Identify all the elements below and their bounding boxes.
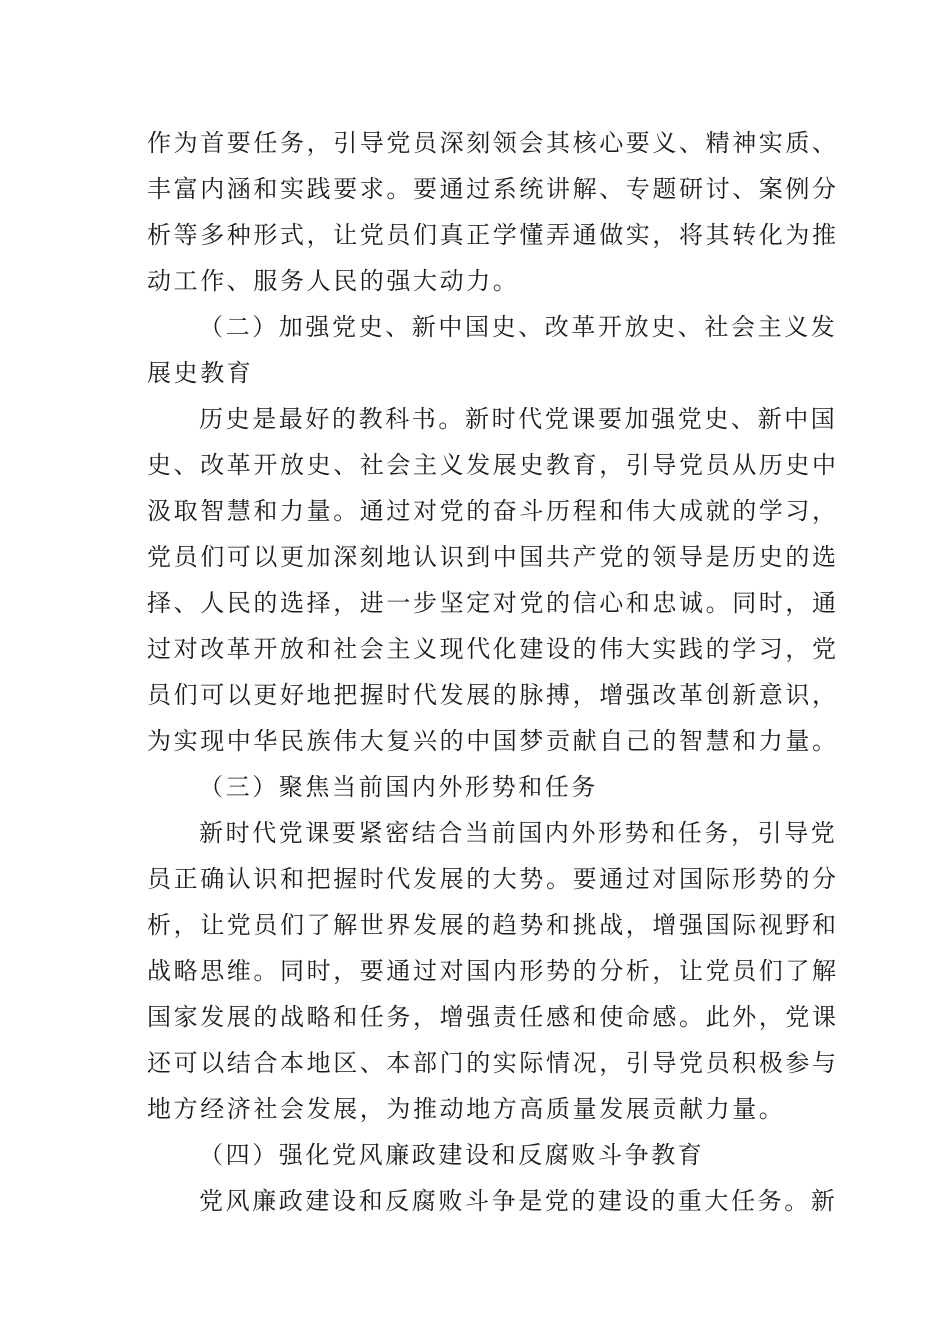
text-line: 党风廉政建设和反腐败斗争是党的建设的重大任务。新 <box>199 1187 838 1215</box>
document-body <box>147 120 839 1224</box>
section-heading <box>147 764 807 810</box>
text-line: 还可以结合本地区、本部门的实际情况，引导党员积极参与 <box>147 1049 839 1077</box>
body-paragraph <box>147 810 839 1132</box>
text-line: 析，让党员们了解世界发展的趋势和挑战，增强国际视野和 <box>147 911 839 939</box>
body-paragraph <box>147 396 839 764</box>
section-heading <box>147 304 838 396</box>
text-line: 员正确认识和把握时代发展的大势。要通过对国际形势的分 <box>147 865 839 893</box>
text-line: 战略思维。同时，要通过对国内形势的分析，让党员们了解 <box>147 957 839 985</box>
text-line: 析等多种形式，让党员们真正学懂弄通做实，将其转化为推 <box>147 221 839 249</box>
heading-line: （四）强化党风廉政建设和反腐败斗争教育 <box>199 1141 705 1169</box>
heading-line: 展史教育 <box>147 359 254 387</box>
text-line: 国家发展的战略和任务，增强责任感和使命感。此外，党课 <box>147 1003 839 1031</box>
text-line: 作为首要任务，引导党员深刻领会其核心要义、精神实质、 <box>147 129 839 157</box>
text-line: 择、人民的选择，进一步坚定对党的信心和忠诚。同时，通 <box>147 589 839 617</box>
heading-line: （二）加强党史、新中国史、改革开放史、社会主义发 <box>199 313 838 341</box>
text-line: 党员们可以更加深刻地认识到中国共产党的领导是历史的选 <box>147 543 839 571</box>
body-paragraph <box>147 1178 838 1224</box>
text-line: 新时代党课要紧密结合当前国内外形势和任务，引导党 <box>199 819 838 847</box>
text-line: 过对改革开放和社会主义现代化建设的伟大实践的学习，党 <box>147 635 839 663</box>
body-paragraph <box>147 120 839 304</box>
section-heading <box>147 1132 807 1178</box>
text-line: 历史是最好的教科书。新时代党课要加强党史、新中国 <box>199 405 838 433</box>
text-line: 动工作、服务人民的强大动力。 <box>147 267 520 295</box>
text-line: 为实现中华民族伟大复兴的中国梦贡献自己的智慧和力量。 <box>147 727 839 755</box>
text-line: 员们可以更好地把握时代发展的脉搏，增强改革创新意识， <box>147 681 839 709</box>
text-line: 地方经济社会发展，为推动地方高质量发展贡献力量。 <box>147 1095 786 1123</box>
heading-line: （三）聚焦当前国内外形势和任务 <box>199 773 598 801</box>
text-line: 丰富内涵和实践要求。要通过系统讲解、专题研讨、案例分 <box>147 175 839 203</box>
text-line: 汲取智慧和力量。通过对党的奋斗历程和伟大成就的学习， <box>147 497 839 525</box>
text-line: 史、改革开放史、社会主义发展史教育，引导党员从历史中 <box>147 451 839 479</box>
